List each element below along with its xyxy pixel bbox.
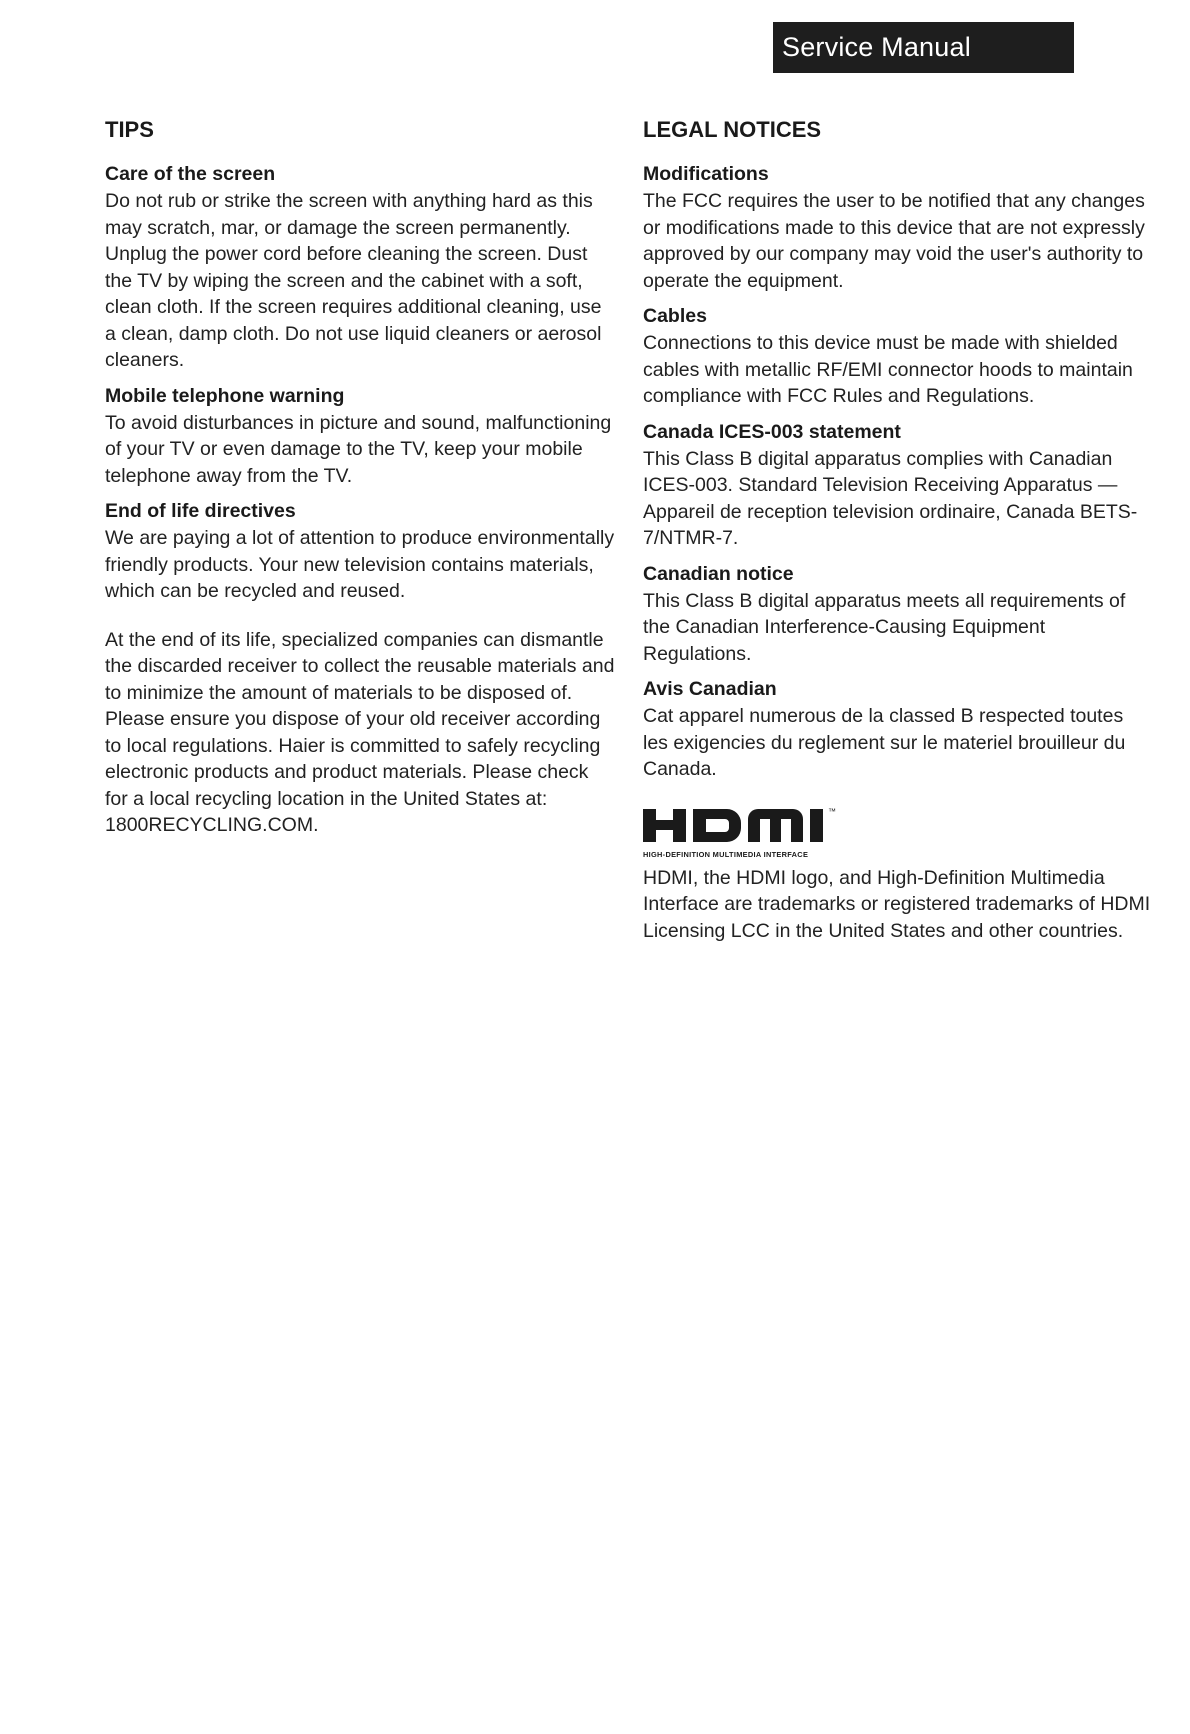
avis-canadian-paragraph: Cat apparel numerous de la classed B respected toutes les exigencies du reglement sur le materiel brouilleur du Canada. — [643, 705, 1126, 780]
modifications-section — [643, 160, 1153, 294]
mobile-paragraph-1: To avoid disturbances in picture and sound, malfunctioning of your TV or even damage to the TV, keep your mobile telephone away from the TV. — [105, 411, 612, 487]
tips-title: TIPS — [105, 117, 154, 142]
hdmi-logo — [643, 805, 853, 861]
avis-canadian-heading: Avis Canadian — [643, 678, 777, 700]
end-of-life-heading: End of life directives — [105, 500, 296, 522]
canadian-notice-heading: Canadian notice — [643, 562, 794, 585]
ices-section — [643, 418, 1153, 552]
eol-paragraph-3: Please ensure you dispose of your old receiver according to local regulations. Haier is committed to safely recycling electronic products and product materials. Please check for a local recycling location in the United States at: 1800RECYCLING.COM. — [105, 708, 601, 836]
modifications-paragraph: The FCC requires the user to be notified that any changes or modifications made to this device that are not expressly approved by our company may void the user's authority to operate the equipment. — [643, 190, 1145, 292]
mobile-warning-section — [105, 382, 615, 490]
canadian-notice-paragraph: This Class B digital apparatus meets all requirements of the Canadian Interference-Causing Equipment Regulations. — [643, 589, 1126, 665]
care-of-screen-section — [105, 160, 615, 374]
cables-section — [643, 302, 1153, 410]
care-paragraph-2: Unplug the power cord before cleaning the screen. Dust the TV by wiping the screen and the cabinet with a soft, clean cloth. If the screen requires additional cleaning, use a clean, damp cloth. Do not use liquid cleaners or aerosol cleaners. — [105, 243, 602, 371]
mobile-warning-heading: Mobile telephone warning — [105, 384, 345, 407]
care-of-screen-heading: Care of the screen — [105, 163, 276, 185]
eol-paragraph-1: We are paying a lot of attention to produce environmentally friendly products. Your new television contains materials, which can be recycled and reused. — [105, 527, 615, 602]
canadian-notice-section — [643, 560, 1153, 668]
ices-paragraph: This Class B digital apparatus complies with Canadian ICES-003. Standard Television Receiving Apparatus — Appareil de reception television ordinaire, Canada BETS- 7/NTMR-7. — [643, 447, 1138, 549]
cables-paragraph: Connections to this device must be made with shielded cables with metallic RF/EMI connector hoods to maintain compliance with FCC Rules and Regulations. — [643, 332, 1133, 407]
eol-paragraph-2: At the end of its life, specialized companies can dismantle the discarded receiver to collect the reusable materials and to minimize the amount of materials to be disposed of. — [105, 628, 615, 704]
hdmi-trademark-paragraph: HDMI, the HDMI logo, and High-Definition Multimedia Interface are trademarks or registered trademarks of HDMI Licensing LCC in the United States and other countries. — [643, 866, 1151, 942]
legal-notices-column — [643, 114, 1153, 944]
modifications-heading: Modifications — [643, 163, 769, 185]
end-of-life-section — [105, 497, 615, 839]
ices-heading: Canada ICES-003 statement — [643, 420, 901, 443]
tips-column — [105, 114, 615, 847]
care-paragraph-1: Do not rub or strike the screen with anything hard as this may scratch, mar, or damage the screen permanently. — [105, 190, 593, 239]
service-manual-header: Service Manual — [773, 22, 1074, 73]
cables-heading: Cables — [643, 305, 707, 327]
legal-notices-title: LEGAL NOTICES — [643, 117, 822, 142]
hdmi-tagline: HIGH-DEFINITION MULTIMEDIA INTERFACE — [643, 849, 809, 859]
hdmi-tm-mark: ™ — [828, 806, 836, 816]
avis-canadian-section — [643, 675, 1153, 783]
